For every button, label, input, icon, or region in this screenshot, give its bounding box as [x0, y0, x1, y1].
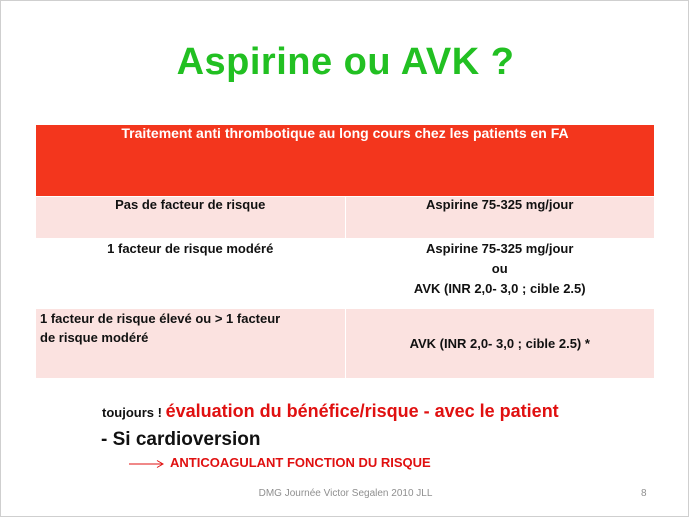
- treatment-cell: AVK (INR 2,0- 3,0 ; cible 2.5) *: [345, 309, 654, 379]
- condition-cell: [36, 309, 345, 379]
- treatment-line: ou: [491, 261, 508, 276]
- treatment-cell: Aspirine 75-325 mg/jour: [345, 197, 654, 239]
- condition-cell: 1 facteur de risque modéré: [36, 239, 345, 309]
- cardioversion-text: - Si cardioversion: [101, 429, 261, 450]
- table-header-cell: Traitement anti thrombotique au long cours chez les patients en FA: [36, 125, 654, 197]
- note-prefix: toujours !: [102, 405, 162, 420]
- treatment-line: AVK (INR 2,0- 3,0 ; cible 2.5): [413, 281, 586, 296]
- table-row: [36, 239, 654, 309]
- condition-line: 1 facteur de risque élevé ou > 1 facteur: [40, 311, 281, 326]
- risk-note: [102, 401, 559, 422]
- treatment-cell: [345, 239, 654, 309]
- anticoagulant-line: [129, 455, 431, 470]
- slide-footer: DMG Journée Victor Segalen 2010 JLL: [258, 488, 433, 499]
- treatment-table: [36, 125, 654, 378]
- table-header-row: [36, 125, 654, 197]
- treatment-line: Aspirine 75-325 mg/jour: [426, 241, 574, 256]
- anticoagulant-text: ANTICOAGULANT FONCTION DU RISQUE: [170, 455, 431, 470]
- arrow-right-icon: [129, 459, 165, 469]
- table-row: [36, 197, 654, 239]
- condition-cell: Pas de facteur de risque: [36, 197, 345, 239]
- note-emphasis: évaluation du bénéfice/risque - avec le patient: [165, 401, 559, 421]
- table-row: [36, 309, 654, 379]
- condition-line: de risque modéré: [40, 330, 149, 345]
- page-number: 8: [641, 488, 647, 499]
- slide-title: Aspirine ou AVK ?: [176, 41, 515, 83]
